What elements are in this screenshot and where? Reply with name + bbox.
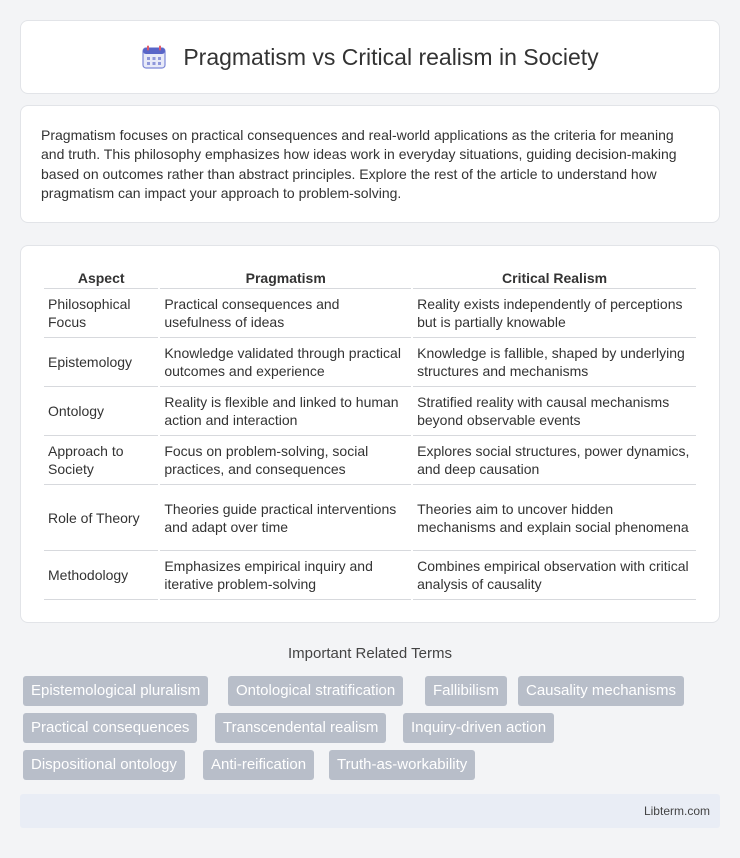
related-term-tag[interactable]: Epistemological pluralism [23, 676, 208, 706]
page-title: Pragmatism vs Critical realism in Society [183, 43, 599, 70]
table-cell-critical-realism: Explores social structures, power dynamics, and deep causation [413, 436, 696, 485]
footer-brand[interactable]: Libterm.com [643, 804, 710, 818]
related-term-tag[interactable]: Fallibilism [425, 676, 507, 706]
table-cell-pragmatism: Emphasizes empirical inquiry and iterative problem-solving [160, 551, 411, 600]
comparison-table-card [20, 245, 720, 623]
table-cell-aspect: Philosophical Focus [44, 289, 158, 338]
comparison-table [42, 268, 698, 600]
table-cell-critical-realism: Reality exists independently of perceptions but is partially knowable [413, 289, 696, 338]
table-cell-critical-realism: Stratified reality with causal mechanisms beyond observable events [413, 387, 696, 436]
title-card [20, 20, 720, 94]
table-cell-aspect: Ontology [44, 387, 158, 436]
related-term-tag[interactable]: Ontological stratification [228, 676, 403, 706]
related-term-tag[interactable]: Causality mechanisms [518, 676, 684, 706]
intro-card [20, 105, 720, 223]
intro-text: Pragmatism focuses on practical consequences and real-world applications as the criteria for meaning and truth. This philosophy emphasizes how ideas work in everyday situations, guiding decision-making based on outcomes rather than abstract principles. Explore the rest of the article to understand how pragmatism can impact your approach to problem-solving. [41, 127, 677, 201]
related-terms-heading: Important Related Terms [288, 645, 452, 662]
header-pragmatism: Pragmatism [160, 268, 411, 289]
table-cell-pragmatism: Reality is flexible and linked to human action and interaction [160, 387, 411, 436]
table-cell-critical-realism: Combines empirical observation with critical analysis of causality [413, 551, 696, 600]
table-cell-pragmatism: Knowledge validated through practical outcomes and experience [160, 338, 411, 387]
related-term-tag[interactable]: Dispositional ontology [23, 750, 185, 780]
table-cell-aspect: Approach to Society [44, 436, 158, 485]
table-row [44, 338, 696, 387]
related-term-tag[interactable]: Transcendental realism [215, 713, 386, 743]
table-cell-pragmatism: Theories guide practical interventions and adapt over time [160, 485, 411, 551]
header-aspect: Aspect [44, 268, 158, 289]
header-critical-realism: Critical Realism [413, 268, 696, 289]
table-cell-critical-realism: Theories aim to uncover hidden mechanisms and explain social phenomena [413, 485, 696, 551]
table-row [44, 551, 696, 600]
table-row [44, 289, 696, 338]
table-row [44, 436, 696, 485]
table-cell-aspect: Epistemology [44, 338, 158, 387]
table-cell-aspect: Methodology [44, 551, 158, 600]
table-header-row [44, 268, 696, 289]
footer [20, 794, 720, 828]
table-cell-pragmatism: Focus on problem-solving, social practices, and consequences [160, 436, 411, 485]
related-term-tag[interactable]: Inquiry-driven action [403, 713, 554, 743]
table-cell-pragmatism: Practical consequences and usefulness of ideas [160, 289, 411, 338]
table-cell-critical-realism: Knowledge is fallible, shaped by underlying structures and mechanisms [413, 338, 696, 387]
related-term-tag[interactable]: Truth-as-workability [329, 750, 475, 780]
related-term-tag[interactable]: Anti-reification [203, 750, 314, 780]
table-row [44, 485, 696, 551]
calendar-icon [141, 44, 167, 70]
table-cell-aspect: Role of Theory [44, 485, 158, 551]
related-term-tag[interactable]: Practical consequences [23, 713, 197, 743]
table-row [44, 387, 696, 436]
